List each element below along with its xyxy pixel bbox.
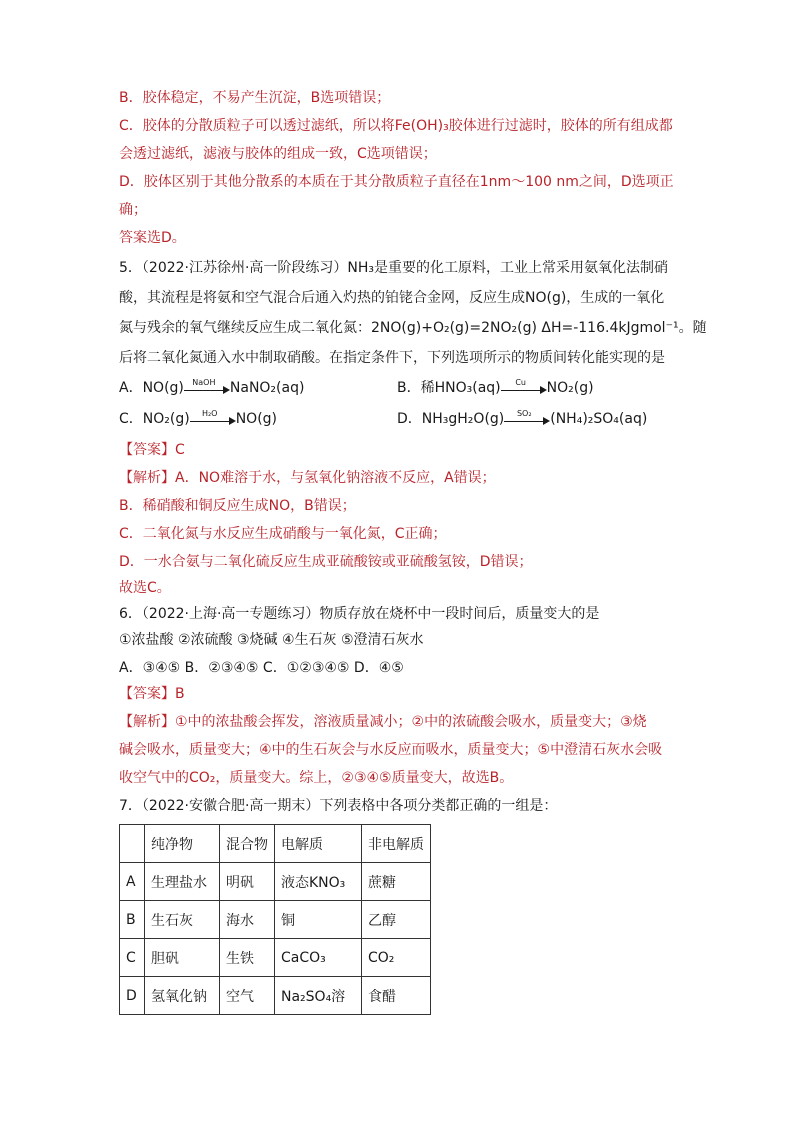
table-cell: 胆矾 [145,939,220,977]
table-cell: D [120,977,145,1015]
table-cell: C [120,939,145,977]
answer-label: 【答案】B [119,686,185,702]
table-row [120,939,431,977]
table-cell: 液态KNO₃ [275,863,362,901]
reaction-arrow-icon [501,378,547,395]
table-cell: 空气 [220,977,275,1015]
table-cell: A [120,863,145,901]
question-5-text: 5．（2022·江苏徐州·高一阶段练习）NH₃是重要的化工原料，工业上常采用氨氧化法制硝 [119,260,669,276]
table-cell: CaCO₃ [275,939,362,977]
table-cell: 生铁 [220,939,275,977]
table-header-cell: 纯净物 [145,825,220,863]
question-5-text: 氮与残余的氧气继续反应生成二氧化氮：2NO(g)+O₂(g)=2NO₂(g) ΔH=-116.4kJgmol⁻¹。随 [119,320,707,336]
table-header-cell: 电解质 [275,825,362,863]
analysis-line: D．一水合氨与二氧化硫反应生成亚硫酸铵或亚硫酸氢铵，D错误； [119,554,533,570]
option-b-left: B．稀HNO₃(aq) [397,380,501,396]
table-cell: 海水 [220,901,275,939]
table-cell: 铜 [275,901,362,939]
answer-label: 【答案】C [119,442,185,458]
explanation-line: 会透过滤纸，滤液与胶体的组成一致，C选项错误； [119,146,437,162]
reaction-arrow-icon [184,378,230,395]
option-b [397,378,594,398]
analysis-line: 故选C。 [119,580,171,596]
analysis-line: B．稀硝酸和铜反应生成NO，B错误； [119,498,356,514]
table-cell: 食醋 [362,977,431,1015]
table-header-cell [120,825,145,863]
reaction-arrow-icon [504,409,550,426]
analysis-line: C．二氧化氮与水反应生成硝酸与一氧化氮，C正确； [119,526,447,542]
arrow-reagent: H₂O [201,409,218,418]
arrow-reagent: NaOH [192,378,216,387]
table-cell: 氢氧化钠 [145,977,220,1015]
option-a-left: A．NO(g) [119,380,184,396]
table-cell: 生石灰 [145,901,220,939]
explanation-line: C．胶体的分散质粒子可以透过滤纸，所以将Fe(OH)₃胶体进行过滤时，胶体的所有组成都 [119,118,673,134]
explanation-line: 确； [119,202,147,218]
option-a-right: NaNO₂(aq) [229,380,305,396]
arrow-reagent: Cu [515,378,526,387]
table-cell: 生理盐水 [145,863,220,901]
table-row [120,901,431,939]
question-6-options: A．③④⑤ B．②③④⑤ C．①②③④⑤ D．④⑤ [119,660,404,676]
table-row [120,863,431,901]
analysis-line: 【解析】A．NO难溶于水，与氢氧化钠溶液不反应，A错误； [119,470,496,486]
option-d [397,409,647,429]
analysis-line: 收空气中的CO₂，质量变大。综上，②③④⑤质量变大，故选B。 [119,770,514,786]
option-c [119,409,277,429]
question-6-items: ①浓盐酸 ②浓硫酸 ③烧碱 ④生石灰 ⑤澄清石灰水 [119,632,424,648]
analysis-line: 碱会吸水，质量变大；④中的生石灰会与水反应而吸水，质量变大；⑤中澄清石灰水会吸 [119,742,663,758]
question-7-text: 7．（2022·安徽合肥·高一期末）下列表格中各项分类都正确的一组是： [119,798,558,814]
option-d-left: D．NH₃gH₂O(g) [397,411,505,427]
question-5-text: 后将二氧化氮通入水中制取硝酸。在指定条件下，下列选项所示的物质间转化能实现的是 [119,350,665,366]
question-5-text: 酸，其流程是将氨和空气混合后通入灼热的铂铑合金网，反应生成NO(g)，生成的一氧化 [119,290,665,306]
table-cell: B [120,901,145,939]
option-c-left: C．NO₂(g) [119,411,190,427]
table-cell: CO₂ [362,939,431,977]
classification-table [119,824,431,1015]
question-6-text: 6．（2022·上海·高一专题练习）物质存放在烧杯中一段时间后，质量变大的是 [119,606,600,622]
answer-line: 答案选D。 [119,230,186,246]
option-c-right: NO(g) [235,411,278,427]
table-header-cell: 非电解质 [362,825,431,863]
table-header-row [120,825,431,863]
reaction-arrow-icon [190,409,236,426]
table-row [120,977,431,1015]
option-b-right: NO₂(g) [546,380,594,396]
table-cell: 明矾 [220,863,275,901]
analysis-line: 【解析】①中的浓盐酸会挥发，溶液质量减小；②中的浓硫酸会吸水，质量变大；③烧 [119,714,647,730]
option-d-right: (NH₄)₂SO₄(aq) [550,411,648,427]
table-header-cell: 混合物 [220,825,275,863]
table-cell: Na₂SO₄溶 [275,977,362,1015]
explanation-line: B．胶体稳定，不易产生沉淀，B选项错误； [119,90,391,106]
table-cell: 蔗糖 [362,863,431,901]
arrow-reagent: SO₂ [516,409,532,418]
table-cell: 乙醇 [362,901,431,939]
option-a [119,378,304,398]
explanation-line: D．胶体区别于其他分散系的本质在于其分散质粒子直径在1nm～100 nm之间，D选项正 [119,174,674,190]
